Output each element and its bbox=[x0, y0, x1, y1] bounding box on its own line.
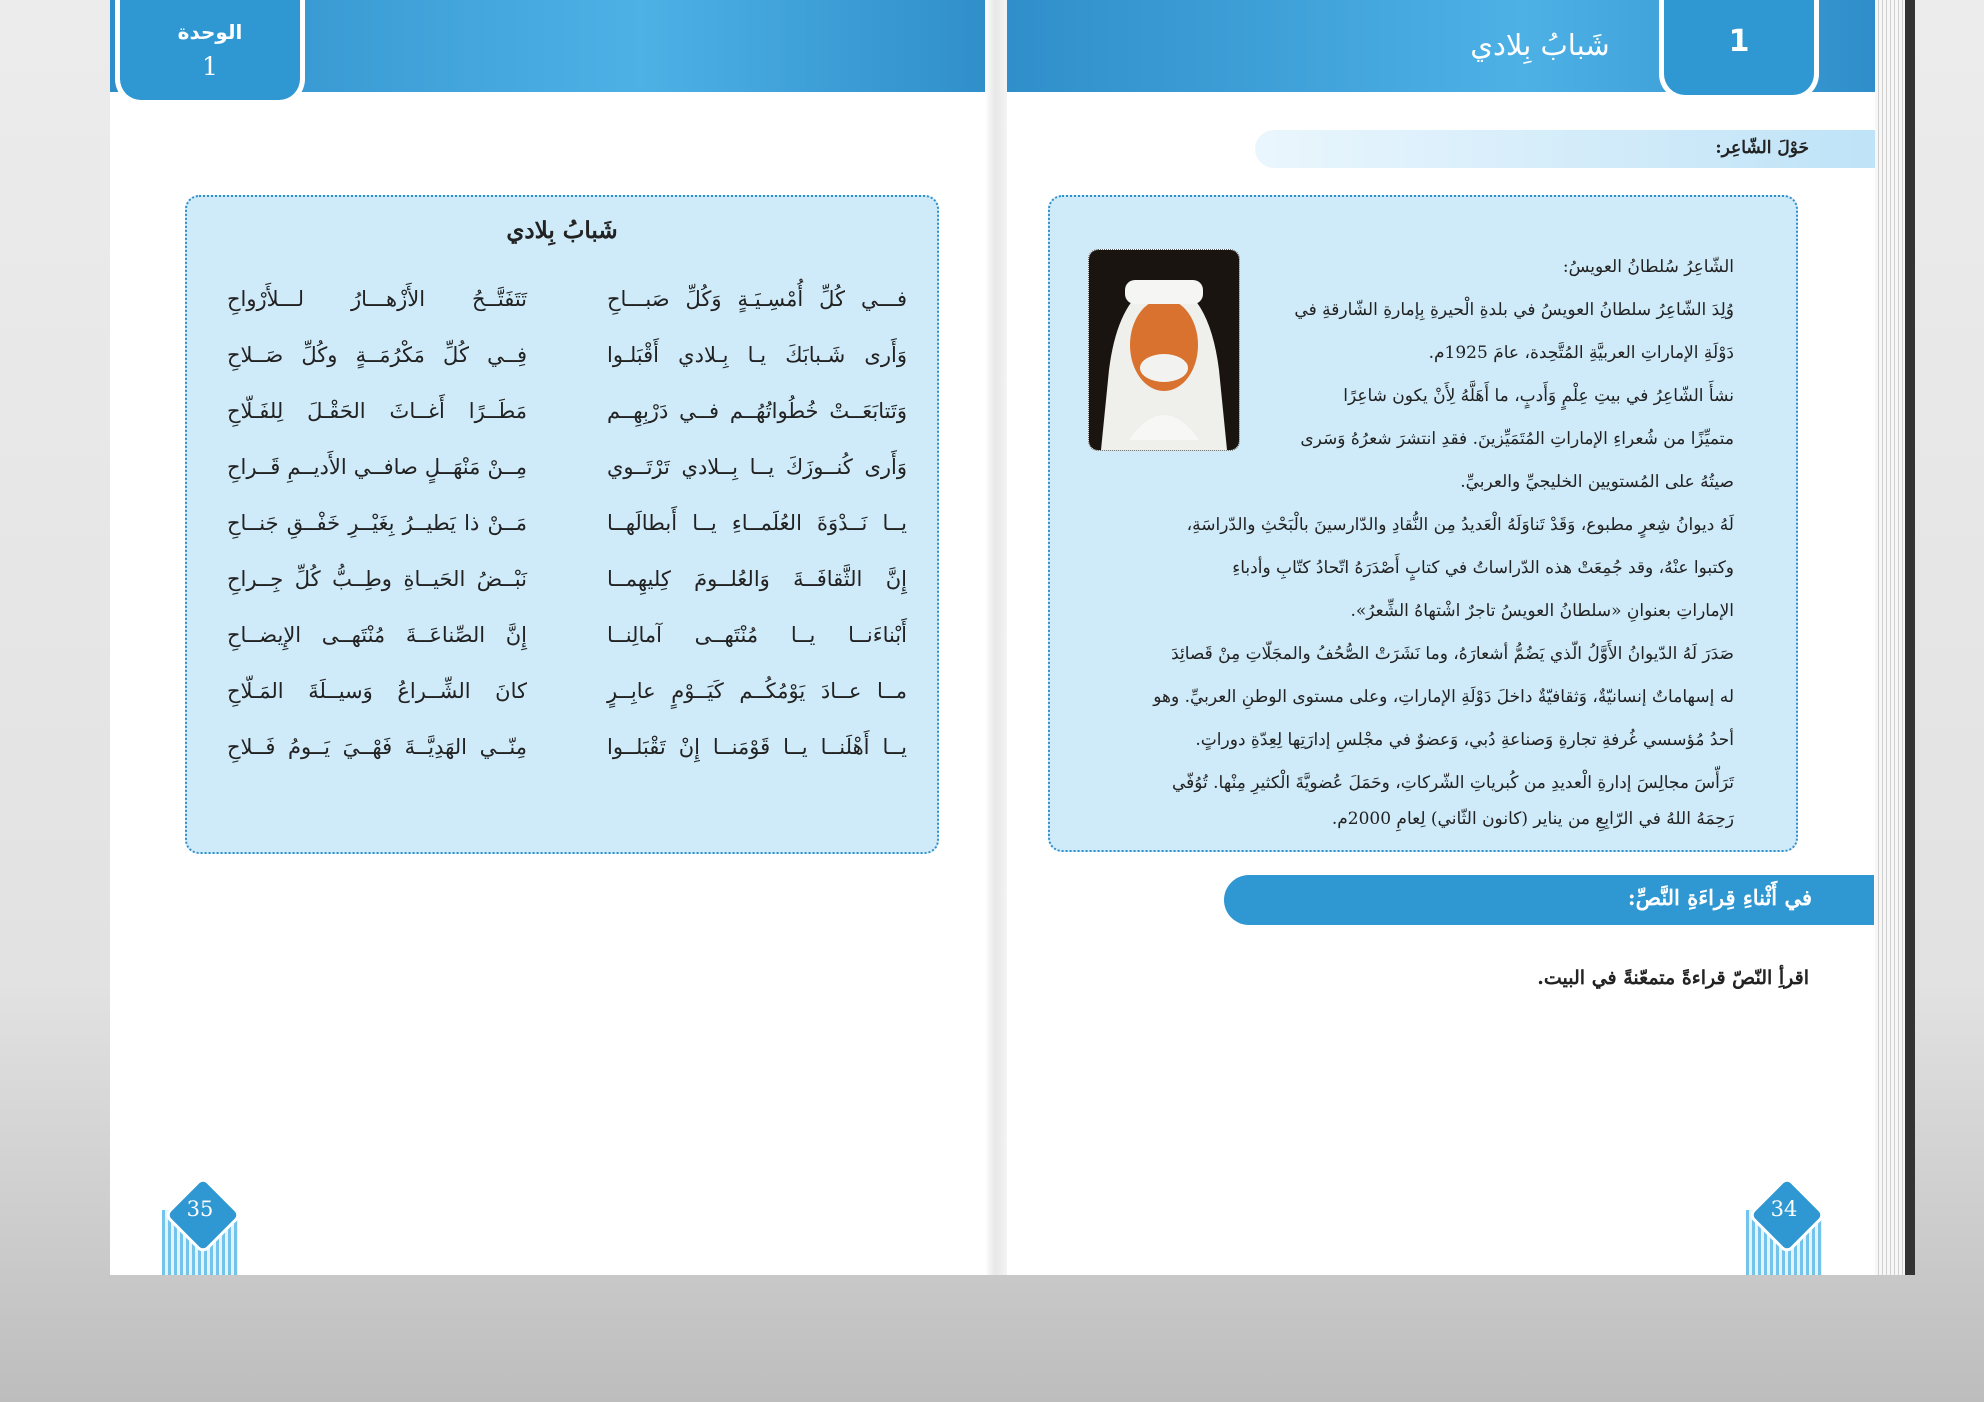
bio-line: صَدَرَ لَهُ الدّيوانُ الأَوَّلُ الّذي يَضُمُّ أشعارَهُ، وما نَشَرَتْ الصُّحُفُ والمجَلّاتِ مِنْ قَصائِدَ bbox=[1171, 644, 1734, 664]
verse-first-half: وَتَتابَعَــتْ خُطُواتُهُــم فــي دَرْبِهِــم bbox=[607, 399, 907, 423]
verse-first-half: يــا أَهْلَنــا يــا قَوْمَنــا إِنْ تَقْبَلــوا bbox=[607, 735, 907, 759]
unit-number: 1 bbox=[202, 52, 218, 81]
biography-panel bbox=[1048, 195, 1798, 852]
bio-line: الشّاعِرُ سُلطانُ العويسُ: bbox=[1562, 257, 1734, 277]
page-number-badge bbox=[168, 1180, 232, 1244]
lesson-number: 1 bbox=[1728, 24, 1750, 59]
poem-verse bbox=[187, 623, 937, 668]
page-number-badge bbox=[1752, 1180, 1816, 1244]
bio-line: صيتُهُ على المُستويين الخليجيِّ والعربيِّ. bbox=[1460, 472, 1734, 492]
cover-edge bbox=[1905, 0, 1915, 1275]
bio-line: الإماراتِ بعنوانِ «سلطانُ العويسُ تاجرٌ اشْتهاهُ الشِّعرُ». bbox=[1350, 601, 1734, 621]
verse-second-half: مَطَــرًا أَغــاثَ الحَقْـلَ لِلفَـلّاحِ bbox=[227, 399, 527, 423]
verse-second-half: مَــنْ ذا يَطيــرُ بِغَيْــرِ خَفْــقِ جَنــاحِ bbox=[227, 511, 527, 535]
verse-second-half: إِنَّ الصِّناعَــةَ مُنْتَهــى الإِيضــاحِ bbox=[227, 623, 527, 647]
right-page bbox=[995, 0, 1875, 1275]
poem-verse bbox=[187, 567, 937, 612]
bio-line: تَرَأّسَ مجالِسَ إدارةِ الْعديدِ من كُبرياتِ الشّركاتِ، وحَمَلَ عُضويَّةَ الْكثيرِ مِنْها. تُوُفّي bbox=[1171, 773, 1734, 793]
lesson-tab bbox=[1659, 0, 1819, 100]
poem-verse bbox=[187, 399, 937, 444]
verse-second-half: كانَ الشِّــراعُ وَسيــلَةَ المَـلّاحِ bbox=[227, 679, 527, 703]
verse-second-half: مِنّــي الهَدِيَّــةَ فَهْــيَ يَــومُ فَــلاحِ bbox=[227, 735, 527, 759]
about-poet-heading: حَوْلَ الشّاعِر: bbox=[1715, 138, 1809, 158]
book-gutter bbox=[985, 0, 1007, 1275]
poem-verse bbox=[187, 343, 937, 388]
verse-first-half: وَأَرى شَـبابَكَ يـا بِـلادي أَقْبَلـوا bbox=[607, 343, 907, 367]
bio-line: له إسهاماتٌ إنسانيّةٌ، وَثقافيّةٌ داخلَ دَوْلَةِ الإماراتِ، وعلى مستوى الوطنِ العربيِّ. وهو bbox=[1153, 687, 1734, 707]
bio-line: متميِّزًا من شُعراءِ الإماراتِ المُتَمَيِّزينَ. فقدِ انتشرَ شعرُهُ وَسَرى bbox=[1300, 429, 1734, 449]
verse-second-half: تَتَفَتَّــحُ الأَزْهـــارُ لـــلأَرْواحِ bbox=[227, 287, 527, 311]
poem-title: شَبابُ بِلادي bbox=[506, 217, 618, 244]
verse-first-half: وَأَرى كُنــوزَكَ يــا بِــلادي تَرْتَــوي bbox=[607, 455, 907, 479]
bio-line: وُلِدَ الشّاعِرُ سلطانُ العويسُ في بلدةِ الْحيرةِ بِإمارةِ الشّارقةِ في bbox=[1294, 300, 1734, 320]
verse-first-half: أَبْناءَنــا يــا مُنْتَهــى آمالِنــا bbox=[607, 623, 907, 647]
bio-line: نشأَ الشّاعِرُ في بيتِ عِلْمٍ وَأَدبٍ، ما أَهَلَّهُ لِأَنْ يكون شاعِرًا bbox=[1343, 386, 1734, 406]
bio-line: دَوْلَةِ الإماراتِ العربيَّةِ المُتَّحِدة، عامَ 1925م. bbox=[1428, 343, 1734, 363]
verse-second-half: نَبْــضُ الحَيــاةِ وطِــبُّ كُلِّ جِــراحِ bbox=[227, 567, 527, 591]
reading-section-heading: في أَثْناءِ قِراءَةِ النَّصِّ: bbox=[1627, 885, 1812, 910]
portrait-icon bbox=[1089, 250, 1239, 450]
page-edges bbox=[1875, 0, 1915, 1275]
bio-line: وكتبوا عنْهُ، وقد جُمِعَتْ هذه الدّراساتُ في كتابٍ أَصْدَرَهُ اتّحادُ كتّابِ وأدباءِ bbox=[1232, 558, 1734, 578]
lesson-title: شَبابُ بِلادي bbox=[1470, 28, 1610, 62]
poem-panel bbox=[185, 195, 939, 854]
unit-label: الوحدة bbox=[177, 20, 243, 44]
verse-second-half: مِــنْ مَنْهَــلٍ صافــي الأَديــمِ قَــراحِ bbox=[227, 455, 527, 479]
left-page bbox=[110, 0, 995, 1275]
poem-verse bbox=[187, 511, 937, 556]
page-number: 34 bbox=[1770, 1197, 1798, 1221]
bio-line: لَهُ ديوانُ شِعرٍ مطبوع، وَقَدْ تَناوَلَهُ الْعَديدُ مِن النُّقادِ والدّارسينَ بالْبَحْثِ والدّراسَةِ، bbox=[1186, 515, 1734, 535]
unit-tab bbox=[115, 0, 305, 105]
page-number: 35 bbox=[186, 1197, 214, 1221]
verse-first-half: إِنَّ الثَّقافَــةَ وَالعُلــومَ كِليهِمــا bbox=[607, 567, 907, 591]
bio-line: رَحِمَهُ اللهُ في الرّابِعِ من يناير (كانون الثّاني) لِعامِ 2000م. bbox=[1331, 809, 1734, 829]
verse-first-half: يــا نَــدْوَةَ العُلَمــاءِ يــا أَبطالَهــا bbox=[607, 511, 907, 535]
poem-verse bbox=[187, 679, 937, 724]
bio-line: أحدُ مُؤسسي غُرفةِ تجارةِ وَصناعةِ دُبي، وَعضوٌ في مجْلسِ إدارَتِها لِعِدّةِ دوراتٍ. bbox=[1195, 730, 1734, 750]
poem-verse bbox=[187, 735, 937, 780]
verse-first-half: فـــي كُلِّ أُمْسِـيَـةٍ وَكُلِّ صَبـــاحِ bbox=[607, 287, 907, 311]
reading-instruction: اقرأِ النّصّ قراءةً متمعّنةً في البيت. bbox=[1537, 967, 1809, 989]
verse-second-half: فِــي كُلِّ مَكْرُمَــةٍ وكُلِّ صَــلاحِ bbox=[227, 343, 527, 367]
poem-verse bbox=[187, 455, 937, 500]
poet-portrait bbox=[1088, 249, 1240, 451]
poem-verse bbox=[187, 287, 937, 332]
verse-first-half: مــا عــادَ يَوْمُكُــم كَيَــوْمٍ عابِــرٍ bbox=[607, 679, 907, 703]
